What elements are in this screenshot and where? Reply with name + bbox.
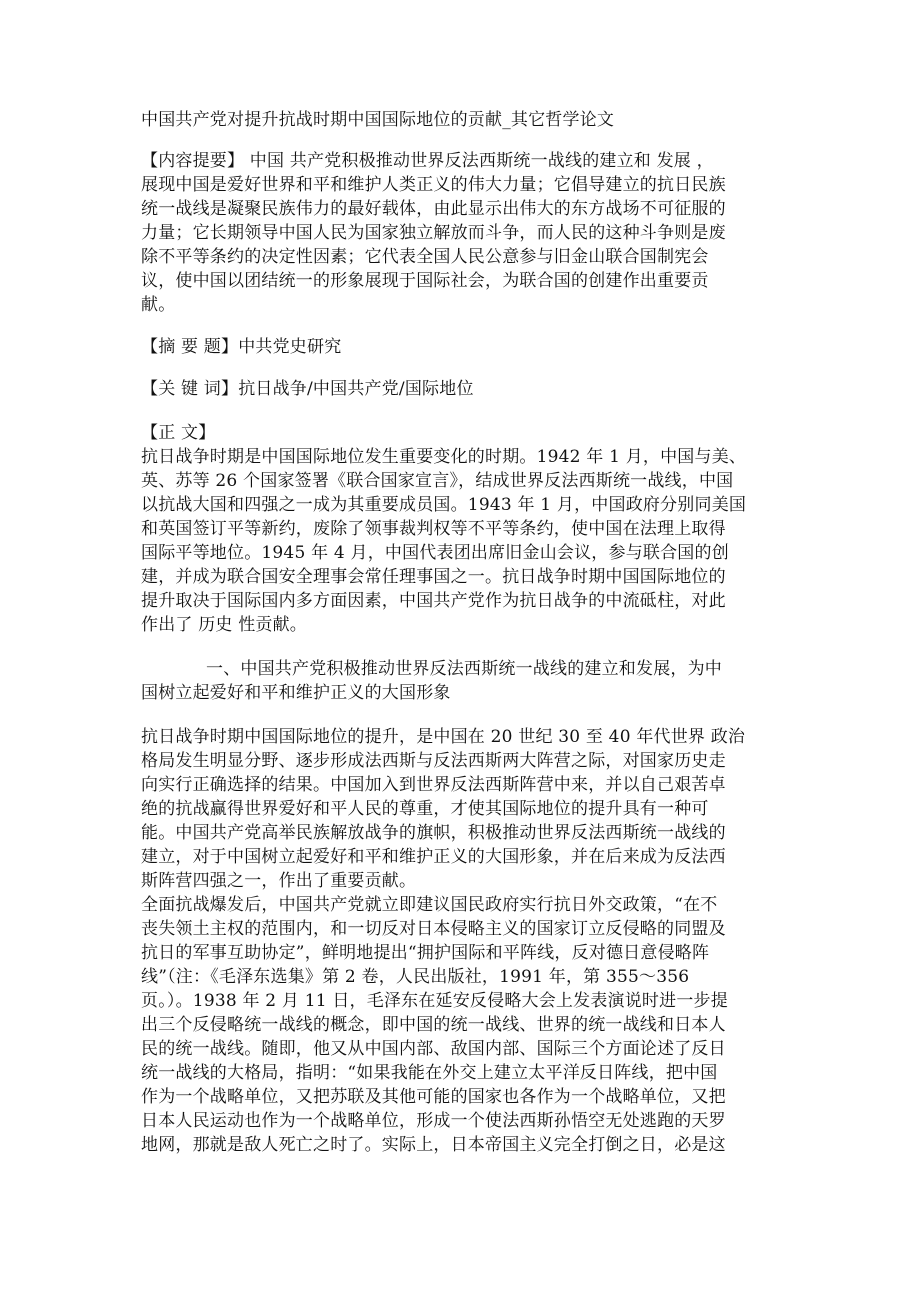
paragraph-line: 和英国签订平等新约，废除了领事裁判权等不平等条约，使中国在法理上取得 <box>141 519 726 539</box>
abstract-topic: 【摘 要 题】中共党史研究 <box>141 337 342 357</box>
abstract-line: 力量；它长期领导中国人民为国家独立解放而斗争，而人民的这种斗争则是废 <box>141 223 726 243</box>
paragraph-line: 线”（注：《毛泽东选集》第 2 卷，人民出版社，1991 年，第 355～356 <box>141 967 690 987</box>
intro-paragraph <box>141 445 781 637</box>
paragraph-line: 抗日的军事互助协定”，鲜明地提出“拥护国际和平阵线，反对德日意侵略阵 <box>141 943 710 963</box>
paragraph-line: 抗日战争时期中国国际地位的提升，是中国在 20 世纪 30 至 40 年代世界 政治 <box>141 727 746 747</box>
section-heading <box>141 657 781 705</box>
paragraph-line: 格局发生明显分野、逐步形成法西斯与反法西斯两大阵营之际，对国家历史走 <box>141 751 726 771</box>
paragraph-line: 作出了 历史 性贡献。 <box>141 615 308 635</box>
paragraph-line: 建，并成为联合国安全理事会常任理事国之一。抗日战争时期中国国际地位的 <box>141 567 726 587</box>
section-heading-line: 一、中国共产党积极推动世界反法西斯统一战线的建立和发展，为中 <box>206 659 722 679</box>
abstract-line: 除不平等条约的决定性因素；它代表全国人民公意参与旧金山联合国制宪会 <box>141 247 709 267</box>
paragraph-line: 国际平等地位。1945 年 4 月，中国代表团出席旧金山会议，参与联合国的创 <box>141 543 729 563</box>
abstract-line: 【内容提要】 中国 共产党积极推动世界反法西斯统一战线的建立和 发展 ， <box>141 151 714 171</box>
abstract-block <box>141 149 781 317</box>
document-title: 中国共产党对提升抗战时期中国国际地位的贡献_其它哲学论文 <box>141 110 615 130</box>
paragraph-line: 斯阵营四强之一，作出了重要贡献。 <box>141 871 417 891</box>
paragraph-line: 丧失领土主权的范围内，和一切反对日本侵略主义的国家订立反侵略的同盟及 <box>141 919 726 939</box>
paragraph-line: 能。中国共产党高举民族解放战争的旗帜，积极推动世界反法西斯统一战线的 <box>141 823 726 843</box>
paragraph-line: 日本人民运动也作为一个战略单位，形成一个使法西斯孙悟空无处逃跑的天罗 <box>141 1111 726 1131</box>
body-label: 【正 文】 <box>141 423 216 443</box>
paragraph-line: 以抗战大国和四强之一成为其重要成员国。1943 年 1 月，中国政府分别同美国 <box>141 495 747 515</box>
paragraph-line: 页。）。1938 年 2 月 11 日，毛泽东在延安反侵略大会上发表演说时进一步提 <box>141 991 728 1011</box>
paragraph-line: 英、苏等 26 个国家签署《联合国家宣言》，结成世界反法西斯统一战线，中国 <box>141 471 734 491</box>
paragraph-line: 地网，那就是敌人死亡之时了。实际上，日本帝国主义完全打倒之日，必是这 <box>141 1135 726 1155</box>
paragraph-line: 民的统一战线。随即，他又从中国内部、敌国内部、国际三个方面论述了反日 <box>141 1039 726 1059</box>
abstract-line: 展现中国是爱好世界和平和维护人类正义的伟大力量；它倡导建立的抗日民族 <box>141 175 726 195</box>
abstract-line: 献。 <box>141 295 176 315</box>
section-body <box>141 725 781 1157</box>
paragraph-line: 全面抗战爆发后，中国共产党就立即建议国民政府实行抗日外交政策，“在不 <box>141 895 718 915</box>
paragraph-line: 作为一个战略单位，又把苏联及其他可能的国家也各作为一个战略单位，又把 <box>141 1087 726 1107</box>
paragraph-line: 建立，对于中国树立起爱好和平和维护正义的大国形象，并在后来成为反法西 <box>141 847 726 867</box>
paragraph-line: 向实行正确选择的结果。中国加入到世界反法西斯阵营中来，并以自己艰苦卓 <box>141 775 726 795</box>
paragraph-line: 提升取决于国际国内多方面因素，中国共产党作为抗日战争的中流砥柱，对此 <box>141 591 726 611</box>
document-page <box>141 108 781 1157</box>
paragraph-line: 出三个反侵略统一战线的概念，即中国的统一战线、世界的统一战线和日本人 <box>141 1015 726 1035</box>
section-heading-line: 国树立起爱好和平和维护正义的大国形象 <box>141 683 451 703</box>
keywords: 【关 键 词】抗日战争/中国共产党/国际地位 <box>141 379 474 399</box>
paragraph-line: 抗日战争时期是中国国际地位发生重要变化的时期。1942 年 1 月，中国与美、 <box>141 447 747 467</box>
abstract-line: 议，使中国以团结统一的形象展现于国际社会，为联合国的创建作出重要贡 <box>141 271 709 291</box>
abstract-line: 统一战线是凝聚民族伟力的最好载体，由此显示出伟大的东方战场不可征服的 <box>141 199 726 219</box>
paragraph-line: 绝的抗战赢得世界爱好和平人民的尊重，才使其国际地位的提升具有一种可 <box>141 799 709 819</box>
paragraph-line: 统一战线的大格局，指明：“如果我能在外交上建立太平洋反日阵线，把中国 <box>141 1063 718 1083</box>
